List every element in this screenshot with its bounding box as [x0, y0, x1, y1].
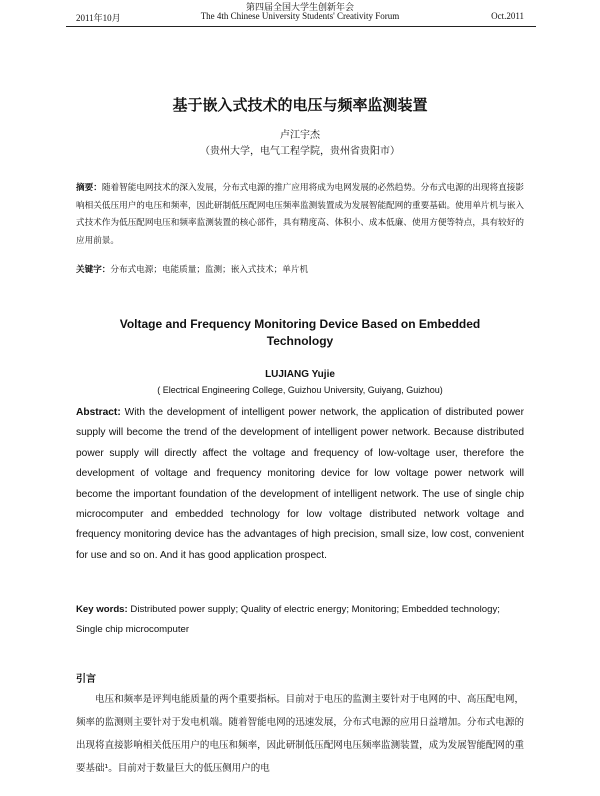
keywords-en-text: Distributed power supply; Quality of electric energy; Monitoring; Embedded technology; Single chip microcomputer	[76, 604, 500, 635]
affiliation-en: ( Electrical Engineering College, Guizhou University, Guiyang, Guizhou)	[157, 385, 443, 395]
keywords-cn	[76, 263, 524, 275]
abstract-cn-label: 摘要：	[76, 183, 102, 193]
header-rule	[66, 26, 536, 27]
abstract-cn	[76, 180, 524, 250]
keywords-cn-text: 分布式电源；电能质量；监测；嵌入式技术；单片机	[110, 265, 309, 275]
keywords-cn-label: 关键字：	[76, 265, 111, 275]
header-date-en: Oct.2011	[491, 11, 524, 21]
paper-title-en: Voltage and Frequency Monitoring Device Based on Embedded Technology	[119, 317, 481, 348]
affiliation-cn: （贵州大学，电气工程学院，贵州省贵阳市）	[200, 146, 400, 157]
keywords-en	[76, 600, 524, 640]
body-paragraph-cn: 电压和频率是评判电能质量的两个重要指标。目前对于电压的监测主要针对于电网的中、高压配电网，频率的监测则主要针对于发电机端。随着智能电网的迅速发展，分布式电源的应用日益增加。分布式电源的出现将直接影响相关低压用户的电压和频率，因此研制低压配网电压频率监测装置，成为发展智能配网的重要基础¹。目前对于数量巨大的低压侧用户的电	[76, 694, 524, 774]
paper-title-cn: 基于嵌入式技术的电压与频率监测装置	[172, 96, 428, 114]
author-cn: 卢江宇杰	[280, 130, 320, 141]
header-date-cn: 2011年10月	[76, 13, 121, 23]
forum-title-cn: 第四届全国大学生创新年会	[245, 3, 354, 13]
abstract-en-label: Abstract:	[76, 407, 121, 418]
abstract-en-text: With the development of intelligent power network, the application of distributed power supply will become the trend of the development of intelligent power network. Because distributed power supply will directly affect the voltage and frequency of low-voltage user, therefore the development of voltage and frequency monitoring device for low voltage power network will become the important foundation of the development of intelligent network. The use of single chip microcomputer and embedded technology for low voltage distributed network voltage and frequency monitoring device has the advantages of high precision, small size, low cost, convenient for use and so on. And it has good application prospect.	[76, 407, 524, 561]
abstract-cn-text: 随着智能电网技术的深入发展，分布式电源的推广应用将成为电网发展的必然趋势。分布式电源的出现将直接影响相关低压用户的电压和频率，因此研制低压配网电压频率监测装置成为发展智能配网的重要基础。使用单片机与嵌入式技术作为低压配网电压和频率监测装置的核心部件，具有精度高、体积小、成本低廉、使用方便等特点，具有较好的应用前景。	[76, 183, 524, 246]
section-heading-intro: 引言	[76, 674, 96, 685]
keywords-en-label: Key words:	[76, 604, 128, 615]
author-en: LUJIANG Yujie	[265, 369, 335, 380]
header-forum-en: The 4th Chinese University Students' Creativity Forum	[200, 11, 400, 21]
abstract-en	[76, 403, 524, 566]
